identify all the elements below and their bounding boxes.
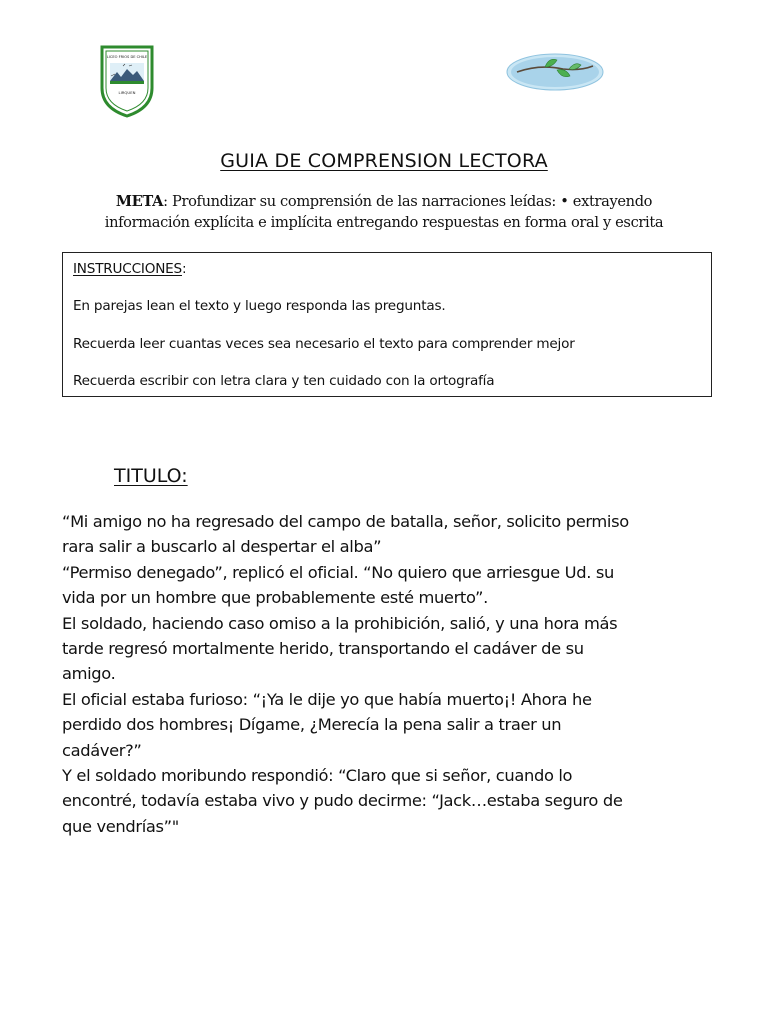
story-line: amigo. (62, 664, 116, 684)
story-line: “Permiso denegado”, replicó el oficial. “No quiero que arriesgue Ud. su (62, 562, 614, 582)
titulo-label: TITULO: (114, 465, 188, 487)
story-line: El oficial estaba furioso: “¡Ya le dije yo que había muerto¡! Ahora he (62, 689, 592, 709)
meta-line-2: información explícita e implícita entregando respuestas en forma oral y escrita (104, 214, 664, 231)
school-crest-logo (99, 44, 155, 118)
branch-leaf-emblem (505, 52, 605, 92)
instruction-line: En parejas lean el texto y luego responda las preguntas. (73, 298, 446, 314)
instruction-line: Recuerda leer cuantas veces sea necesario el texto para comprender mejor (73, 336, 575, 352)
story-line: rara salir a buscarlo al despertar el alba” (62, 537, 382, 557)
story-line: Y el soldado moribundo respondió: “Claro que si señor, cuando lo (62, 766, 573, 786)
story-line: El soldado, haciendo caso omiso a la prohibición, salió, y una hora más (62, 613, 618, 633)
story-line: cadáver?” (62, 740, 142, 760)
instruction-line: Recuerda escribir con letra clara y ten cuidado con la ortografía (73, 373, 495, 389)
story-line: vida por un hombre que probablemente esté muerto”. (62, 588, 488, 608)
story-line: “Mi amigo no ha regresado del campo de batalla, señor, solicito permiso (62, 512, 629, 531)
meta-statement (60, 191, 708, 233)
story-line: encontré, todavía estaba vivo y pudo decirme: “Jack…estaba seguro de (62, 791, 623, 811)
instructions-heading: INSTRUCCIONES: (73, 261, 187, 277)
meta-label: META (115, 193, 164, 210)
page-title: GUIA DE COMPRENSION LECTORA (220, 150, 548, 172)
instructions-box (62, 252, 712, 397)
story-line: tarde regresó mortalmente herido, transportando el cadáver de su (62, 639, 584, 659)
meta-line-1: : Profundizar su comprensión de las narraciones leídas: • extrayendo (163, 193, 653, 210)
crest-bottom-text: LIRQUEN (118, 90, 136, 95)
story-text (62, 509, 702, 839)
crest-top-text: LICEO FRIOS DE CHILE (106, 55, 148, 59)
story-line: perdido dos hombres¡ Dígame, ¿Merecía la pena salir a traer un (62, 715, 562, 735)
story-line: que vendrías”" (62, 816, 179, 836)
